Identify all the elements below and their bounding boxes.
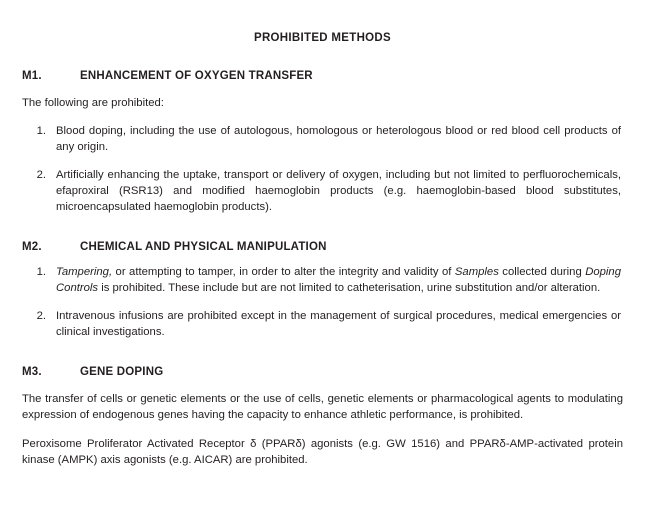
section-m2-list — [22, 264, 623, 340]
list-item-marker: 2. — [36, 169, 46, 182]
section-m2-number: M2. — [22, 241, 42, 254]
list-item — [22, 264, 623, 296]
section-m3-number: M3. — [22, 366, 42, 379]
page-title: PROHIBITED METHODS — [253, 32, 391, 44]
section-m3-paragraph-2: Peroxisome Proliferator Activated Receptor δ (PPARδ) agonists (e.g. GW 1516) and PPARδ-AMP-activated protein kinase (AMPK) axis agonists (e.g. AICAR) are prohibited. — [22, 438, 623, 467]
section-m3-heading — [22, 366, 623, 378]
section-m2-heading — [22, 241, 623, 253]
section-m1-heading-text: ENHANCEMENT OF OXYGEN TRANSFER — [80, 70, 313, 82]
list-item-text: Artificially enhancing the uptake, transport or delivery of oxygen, including but not limited to perfluorochemicals, efaproxiral (RSR13) and modified haemoglobin products (e.g. haemoglobin-based blood substitutes, microencapsulated haemoglobin products). — [56, 169, 621, 214]
list-item-text: Intravenous infusions are prohibited except in the management of surgical procedures, medical emergencies or clinical investigations. — [56, 310, 621, 339]
section-m3-heading-text: GENE DOPING — [80, 366, 164, 379]
section-m1-list — [22, 123, 623, 215]
list-item-marker: 2. — [36, 310, 46, 323]
section-m1-number: M1. — [22, 70, 42, 82]
section-m2 — [22, 241, 623, 340]
list-item-marker: 1. — [36, 125, 46, 138]
list-item-text: Blood doping, including the use of autologous, homologous or heterologous blood or red blood cell products of any origin. — [56, 125, 621, 154]
section-m3 — [22, 366, 623, 468]
list-item-marker: 1. — [36, 266, 46, 279]
section-m3-paragraph-1: The transfer of cells or genetic elements or the use of cells, genetic elements or pharmacological agents to modulating expression of endogenous genes having the capacity to enhance athletic performance, is prohibited. — [22, 393, 623, 422]
section-m1 — [22, 70, 623, 215]
list-item-text: Tampering, or attempting to tamper, in order to alter the integrity and validity of Samples collected during Doping Controls is prohibited. These include but are not limited to catheterisation, urine substitution and/or alteration. — [56, 266, 621, 295]
list-item — [22, 167, 623, 215]
section-m1-intro: The following are prohibited: — [22, 97, 164, 109]
section-m1-heading — [22, 70, 623, 82]
list-item — [22, 308, 623, 340]
list-item — [22, 123, 623, 155]
section-m2-heading-text: CHEMICAL AND PHYSICAL MANIPULATION — [80, 241, 327, 254]
